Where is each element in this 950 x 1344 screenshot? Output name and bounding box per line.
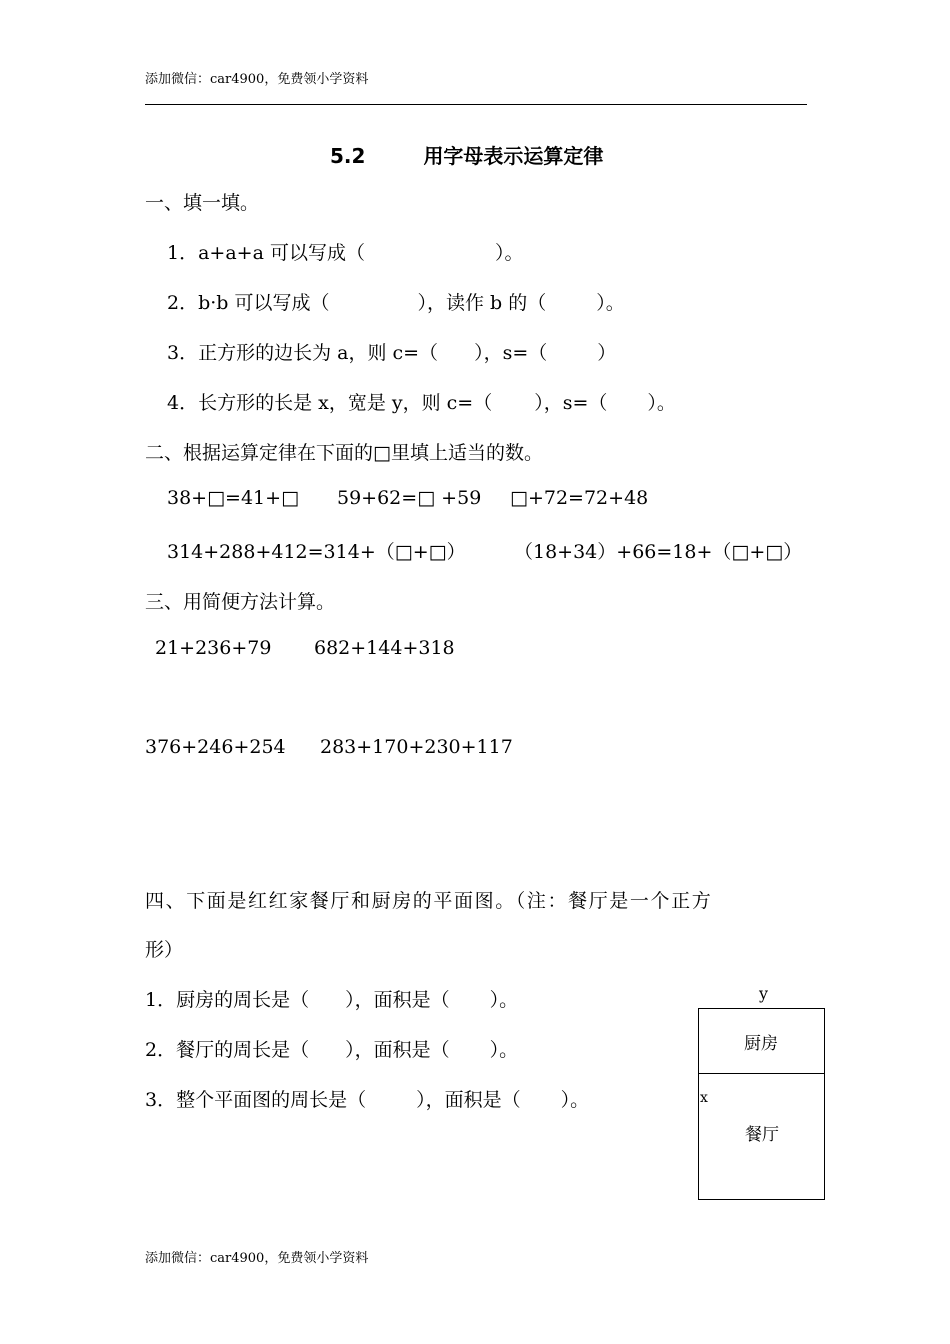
question-4-1: 1．厨房的周长是（ ），面积是（ ）。	[145, 989, 519, 1011]
title-text: 用字母表示运算定律	[423, 144, 604, 168]
equation-item: 314+288+412=314+（□+□）	[167, 541, 466, 563]
dimension-label-x: x	[700, 1090, 708, 1106]
question-1-3: 3．正方形的边长为 a，则 c=（ ），s=（ ）	[167, 342, 617, 364]
header-note: 添加微信：car4900，免费领小学资料	[145, 72, 369, 87]
section3-heading: 三、用简便方法计算。	[145, 591, 336, 613]
section1-heading: 一、填一填。	[145, 192, 260, 214]
equation-item: 59+62=□ +59	[337, 487, 482, 509]
equation-item: □+72=72+48	[510, 487, 649, 509]
question-1-1: 1．a+a+a 可以写成（ ）。	[167, 242, 524, 264]
equation-item: （18+34）+66=18+（□+□）	[514, 541, 803, 563]
calc-item: 21+236+79	[155, 637, 272, 659]
question-4-2: 2．餐厅的周长是（ ），面积是（ ）。	[145, 1039, 519, 1061]
question-1-4: 4．长方形的长是 x，宽是 y，则 c=（ ），s=（ ）。	[167, 392, 676, 414]
kitchen-label: 厨房	[744, 1034, 778, 1054]
section4-heading: 四、下面是红红家餐厅和厨房的平面图。（注：餐厅是一个正方	[145, 890, 713, 912]
footer-note: 添加微信：car4900，免费领小学资料	[145, 1251, 369, 1266]
calc-item: 682+144+318	[314, 637, 455, 659]
dining-label: 餐厅	[745, 1125, 779, 1145]
question-1-2: 2．b·b 可以写成（ ），读作 b 的（ ）。	[167, 292, 625, 314]
header-rule	[145, 104, 807, 105]
calc-item: 283+170+230+117	[320, 736, 513, 758]
dimension-label-y: y	[759, 984, 769, 1003]
calc-item: 376+246+254	[145, 736, 286, 758]
section4-heading-cont: 形）	[145, 939, 184, 961]
question-4-3: 3．整个平面图的周长是（ ），面积是（ ）。	[145, 1089, 590, 1111]
page-title	[330, 140, 603, 169]
title-number: 5.2	[330, 144, 366, 168]
section2-heading: 二、根据运算定律在下面的□里填上适当的数。	[145, 442, 543, 464]
equation-item: 38+□=41+□	[167, 487, 300, 509]
